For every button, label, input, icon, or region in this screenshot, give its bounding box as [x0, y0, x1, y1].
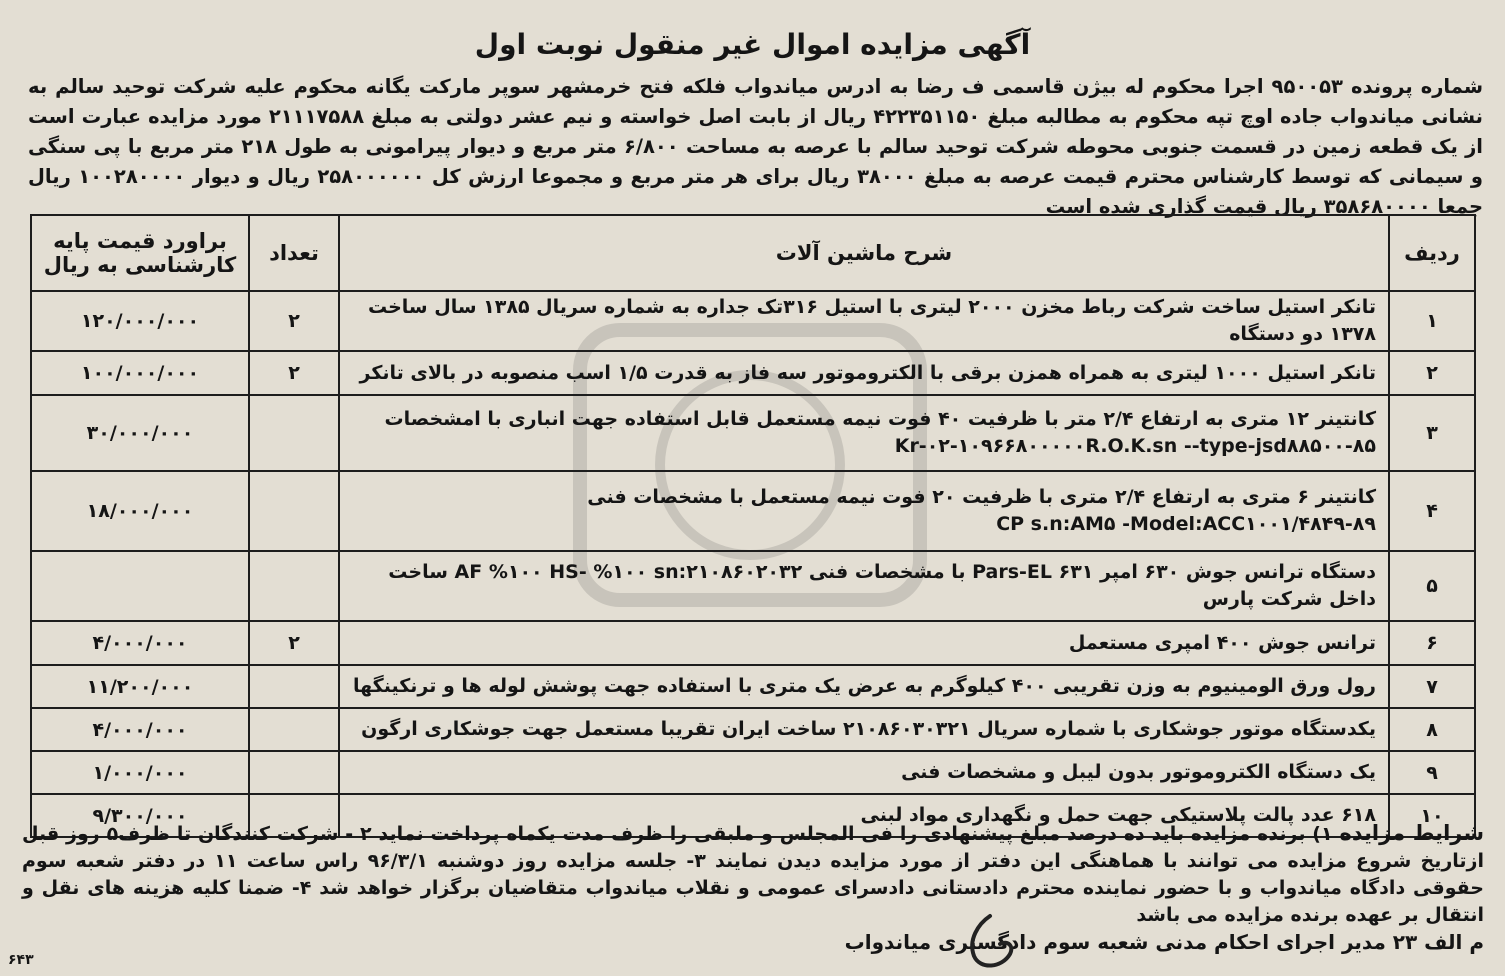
row-price: ۴/۰۰۰/۰۰۰ — [31, 621, 249, 665]
row-quantity: ۲ — [249, 351, 339, 395]
row-quantity: ۲ — [249, 291, 339, 351]
row-number: ۸ — [1389, 708, 1475, 751]
row-quantity: ۲ — [249, 621, 339, 665]
conditions-label: شرایط مزایده — [1339, 821, 1484, 845]
row-quantity — [249, 665, 339, 708]
description-text: کانتینر ۶ متری به ارتفاع ۲/۴ متری با ظرفیت ۲۰ فوت نیمه مستعمل با مشخصات فنی — [587, 486, 1376, 508]
header-price: براورد قیمت پایه کارشناسی به ریال — [31, 215, 249, 291]
row-price: ۱۰۰/۰۰۰/۰۰۰ — [31, 351, 249, 395]
row-description — [339, 351, 1389, 395]
row-quantity — [249, 471, 339, 551]
table-row — [31, 665, 1475, 708]
row-number: ۷ — [1389, 665, 1475, 708]
description-text: یکدستگاه موتور جوشکاری با شماره سریال ۲۱۰۸۶۰۳۰۳۲۱ ساخت ایران تقریبا مستعمل جهت جوشکاری ارگون — [361, 718, 1376, 740]
table-row — [31, 621, 1475, 665]
table-row — [31, 291, 1475, 351]
description-text: دستگاه ترانس جوش ۶۳۰ امپر Pars-EL ۶۳۱ با مشخصات فنی AF %۱۰۰ HS- %۱۰۰ sn:۲۱۰۸۶۰۲۰۳۲ ساخت داخل شرکت پارس — [388, 561, 1376, 610]
table-row — [31, 551, 1475, 621]
row-price — [31, 551, 249, 621]
row-price: ۳۰/۰۰۰/۰۰۰ — [31, 395, 249, 471]
auction-conditions — [22, 820, 1484, 929]
description-specs: ۴۸۴۹-۸۹/CP s.n:AM۵ -Model:ACC۱۰۰۱ — [996, 513, 1376, 535]
page-number: ۶۴۳ — [8, 952, 34, 968]
description-text: یک دستگاه الکتروموتور بدون لیبل و مشخصات فنی — [901, 761, 1376, 783]
notice-intro: شماره پرونده ۹۵۰۰۵۳ اجرا محکوم له بیژن قاسمی ف رضا به ادرس میاندواب فلکه فتح خرمشهر سوپر مارکت یگانه محکوم علیه شرکت توحید سالم به نشانی میاندواب جاده اوچ تپه محکوم به مطالبه مبلغ ۴۲۲۳۵۱۱۵۰ ریال از بابت اصل خواسته و نیم عشر دولتی به مبلغ ۲۱۱۱۷۵۸۸ مورد مزایده عبارت است از یک قطعه زمین در قسمت جنوبی محوطه شرکت توحید سالم با عرصه به مساحت ۶/۸۰۰ متر مربع و دیوار پیرامونی به طول ۲۱۸ متر مربع با پی سنگی و سیمانی که توسط کارشناس محترم قیمت عرصه به مبلغ ۳۸۰۰۰ ریال برای هر متر مربع و مجموعا ارزش کل ۲۵۸۰۰۰۰۰۰ ریال و دیوار ۱۰۰۲۸۰۰۰۰ ریال جمعا ۳۵۸۶۸۰۰۰۰ ریال قیمت گذاری شده است — [28, 75, 1484, 218]
table-header-row — [31, 215, 1475, 291]
description-text: رول ورق الومینیوم به وزن تقریبی ۴۰۰ کیلوگرم به عرض یک متری با استفاده جهت پوشش لوله ها و ترنکینگها — [353, 675, 1376, 697]
row-price: ۹/۳۰۰/۰۰۰ — [31, 794, 249, 837]
description-text: تانکر استیل ساخت شرکت رباط مخزن ۲۰۰۰ لیتری با استیل ۳۱۶تک جداره به شماره سریال ۱۳۸۵ سال ساخت ۱۳۷۸ دو دستگاه — [367, 296, 1376, 345]
table-row — [31, 751, 1475, 794]
description-text: تانکر استیل ۱۰۰۰ لیتری به همراه همزن برقی با الکتروموتور سه فاز به قدرت ۱/۵ اسب منصوبه در بالای تانکر — [359, 361, 1376, 384]
row-description — [339, 471, 1389, 551]
row-quantity — [249, 751, 339, 794]
row-description — [339, 751, 1389, 794]
header-quantity: تعداد — [249, 215, 339, 291]
row-quantity — [249, 551, 339, 621]
row-price: ۱۱/۲۰۰/۰۰۰ — [31, 665, 249, 708]
header-description: شرح ماشین آلات — [339, 215, 1389, 291]
signature-line: م الف ۲۳ مدیر اجرای احکام مدنی شعبه سوم دادگستری میاندواب — [844, 930, 1484, 954]
items-table — [30, 214, 1476, 838]
row-description — [339, 665, 1389, 708]
notice-title: آگهی مزایده اموال غیر منقول نوبت اول — [474, 28, 1031, 61]
row-price: ۱/۰۰۰/۰۰۰ — [31, 751, 249, 794]
row-description — [339, 708, 1389, 751]
row-price: ۱۲۰/۰۰۰/۰۰۰ — [31, 291, 249, 351]
description-text: کانتینر ۱۲ متری به ارتفاع ۲/۴ متر با ظرفیت ۴۰ فوت نیمه مستعمل قابل استفاده جهت انباری با امشخصات — [384, 408, 1376, 430]
row-description — [339, 551, 1389, 621]
row-description — [339, 395, 1389, 471]
table-row — [31, 708, 1475, 751]
row-price: ۴/۰۰۰/۰۰۰ — [31, 708, 249, 751]
description-text: ترانس جوش ۴۰۰ امپری مستعمل — [1068, 631, 1376, 654]
row-number: ۲ — [1389, 351, 1475, 395]
row-quantity — [249, 395, 339, 471]
row-number: ۱۰ — [1389, 794, 1475, 837]
conditions-text: ۱) برنده مزایده باید ده درصد مبلغ پیشنهادی را فی المجلس و ملبقی را ظرف مدت یکماه پرداخت نماید ۲ - شرکت کنندگان تا ظرف۵ روز قبل ازتاریخ شروع مزایده می توانند با هماهنگی این دفتر از مورد مزایده دیدن نمایند ۳- جلسه مزایده روز دوشنبه ۹۶/۳/۱ راس ساعت ۱۱ در دفتر شعبه سوم حقوقی دادگاه میاندواب و با حضور نماینده محترم دادستانی دادسرای عمومی و نقلاب میاندواب متقاضیان برگزار خواهد شد ۴- ضمنا کلیه هزینه های نقل و انتقال بر عهده برنده مزایده می باشد — [22, 823, 1485, 926]
row-price: ۱۸/۰۰۰/۰۰۰ — [31, 471, 249, 551]
description-text: ۶۱۸ عدد پالت پلاستیکی جهت حمل و نگهداری مواد لبنی — [860, 804, 1376, 826]
row-number: ۱ — [1389, 291, 1475, 351]
table-row — [31, 395, 1475, 471]
table-row — [31, 471, 1475, 551]
handwritten-signature-icon — [950, 910, 1040, 974]
table-row — [31, 351, 1475, 395]
row-number: ۵ — [1389, 551, 1475, 621]
row-quantity — [249, 708, 339, 751]
description-specs: ۸۵-Kr-۰۲-۱۰۹۶۶۸۰۰۰۰۰R.O.K.sn --type-jsd۸۸۵۰۰ — [894, 435, 1376, 457]
row-number: ۶ — [1389, 621, 1475, 665]
row-number: ۴ — [1389, 471, 1475, 551]
row-description — [339, 621, 1389, 665]
row-number: ۹ — [1389, 751, 1475, 794]
header-row-number: ردیف — [1389, 215, 1475, 291]
row-number: ۳ — [1389, 395, 1475, 471]
row-description — [339, 291, 1389, 351]
